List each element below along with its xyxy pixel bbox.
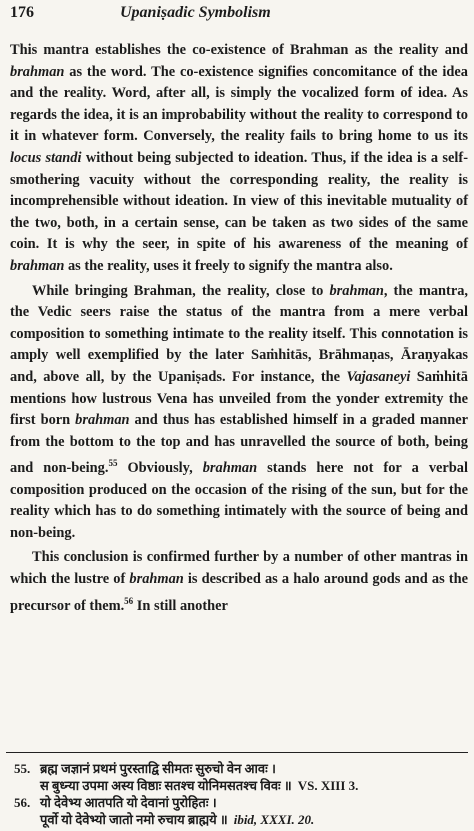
footnote-marker: 55 bbox=[108, 458, 118, 469]
italic-term: Vajasaneyi bbox=[346, 368, 411, 385]
paragraph-1 bbox=[10, 40, 468, 278]
text-run: While bringing Brahman, the reality, close to bbox=[32, 282, 330, 299]
text-run: This mantra establishes the co-existence of Brahman as the reality and bbox=[10, 42, 468, 58]
body-text bbox=[10, 40, 468, 617]
text-run: and thus has established himself in a graded manner from the bottom to the top and has unravelled the source of both, being and non-being. bbox=[10, 412, 468, 477]
footnote-marker: 56 bbox=[124, 595, 134, 606]
page-header bbox=[10, 4, 468, 28]
text-run: as the reality, uses it freely to signify the mantra also. bbox=[64, 257, 393, 274]
text-run: stands here not for a verbal composition produced on the occasion of the rising of the sun, but for the reality which has to do something intimately with the source of being and non-being. bbox=[10, 460, 468, 541]
paragraph-3 bbox=[10, 547, 468, 617]
running-title: Upaniṣadic Symbolism bbox=[120, 4, 271, 21]
footnote-sanskrit: ब्रह्म जज्ञानं प्रथमं पुरस्ताद्वि सीमतः सुरुचो वेन आवः । bbox=[40, 761, 276, 776]
footnote-number: 56. bbox=[14, 795, 31, 810]
footnotes bbox=[14, 760, 466, 828]
paragraph-2 bbox=[10, 281, 468, 545]
footnote-sanskrit: यो देवेभ्य आतपति यो देवानां पुरोहितः । bbox=[40, 795, 217, 810]
footnote-reference: VS. XIII 3. bbox=[297, 778, 359, 793]
italic-term: brahman bbox=[75, 412, 130, 429]
footnote-55-line-2 bbox=[14, 777, 466, 794]
italic-term: brahman bbox=[10, 257, 65, 274]
text-run: , the mantra, the Vedic seers raise the status of the mantra from a mere verbal composition to something intimate to the reality itself. This connotation is amply well exemplified by the later Saṁhitās, Brāhmaṇas, Āraṇyakas and, above all, by the Upaniṣads. For instance, the bbox=[10, 282, 468, 385]
footnote-56-line-1 bbox=[14, 794, 466, 811]
footnote-rule bbox=[6, 752, 468, 753]
footnote-55-line-1 bbox=[14, 760, 466, 777]
italic-term: brahman bbox=[202, 460, 258, 477]
italic-term: brahman bbox=[129, 571, 184, 588]
footnote-56-line-2 bbox=[14, 811, 466, 828]
italic-term: locus standi bbox=[10, 149, 82, 166]
text-run: as the word. The co-existence signifies concomitance of the idea and the reality. Word, after all, is simply the vocalized form of idea. As regards the idea, it is an improbability without the reality to correspond to it in whatever form. Conversely, the reality fails to bring home to us its bbox=[10, 63, 468, 145]
text-run: Obviously, bbox=[117, 460, 203, 477]
footnote-number: 55. bbox=[14, 761, 31, 776]
italic-term: brahman bbox=[329, 282, 384, 299]
page-number: 176 bbox=[10, 4, 34, 21]
italic-term: brahman bbox=[10, 63, 65, 80]
text-run: This conclusion is confirmed further by a number of other mantras in which the lustre of bbox=[10, 549, 468, 588]
footnote-sanskrit: पूर्वो यो देवेभ्यो जातो नमो रुचाय ब्राह्मये ॥ bbox=[40, 812, 228, 827]
footnote-reference: ibid, XXXI. 20. bbox=[233, 812, 315, 827]
text-run: In still another bbox=[133, 597, 228, 614]
text-run: Saṁhitā mentions how lustrous Vena has unveiled from the yonder extremity the first born bbox=[10, 368, 468, 429]
text-run: without being subjected to ideation. Thus, if the idea is a self-smothering vacuity without the corresponding reality, the reality is incomprehensible without ideation. In view of this inevitable mutuality of the two, both, in a certain sense, can be taken as two sides of the same coin. It is why the seer, in spite of his awareness of the meaning of bbox=[10, 149, 468, 253]
text-run: is described as a halo around gods and as the precursor of them. bbox=[10, 571, 468, 614]
footnote-sanskrit: स बुध्न्या उपमा अस्य विष्ठाः सतश्च योनिमसतश्च विवः ॥ bbox=[40, 778, 292, 793]
